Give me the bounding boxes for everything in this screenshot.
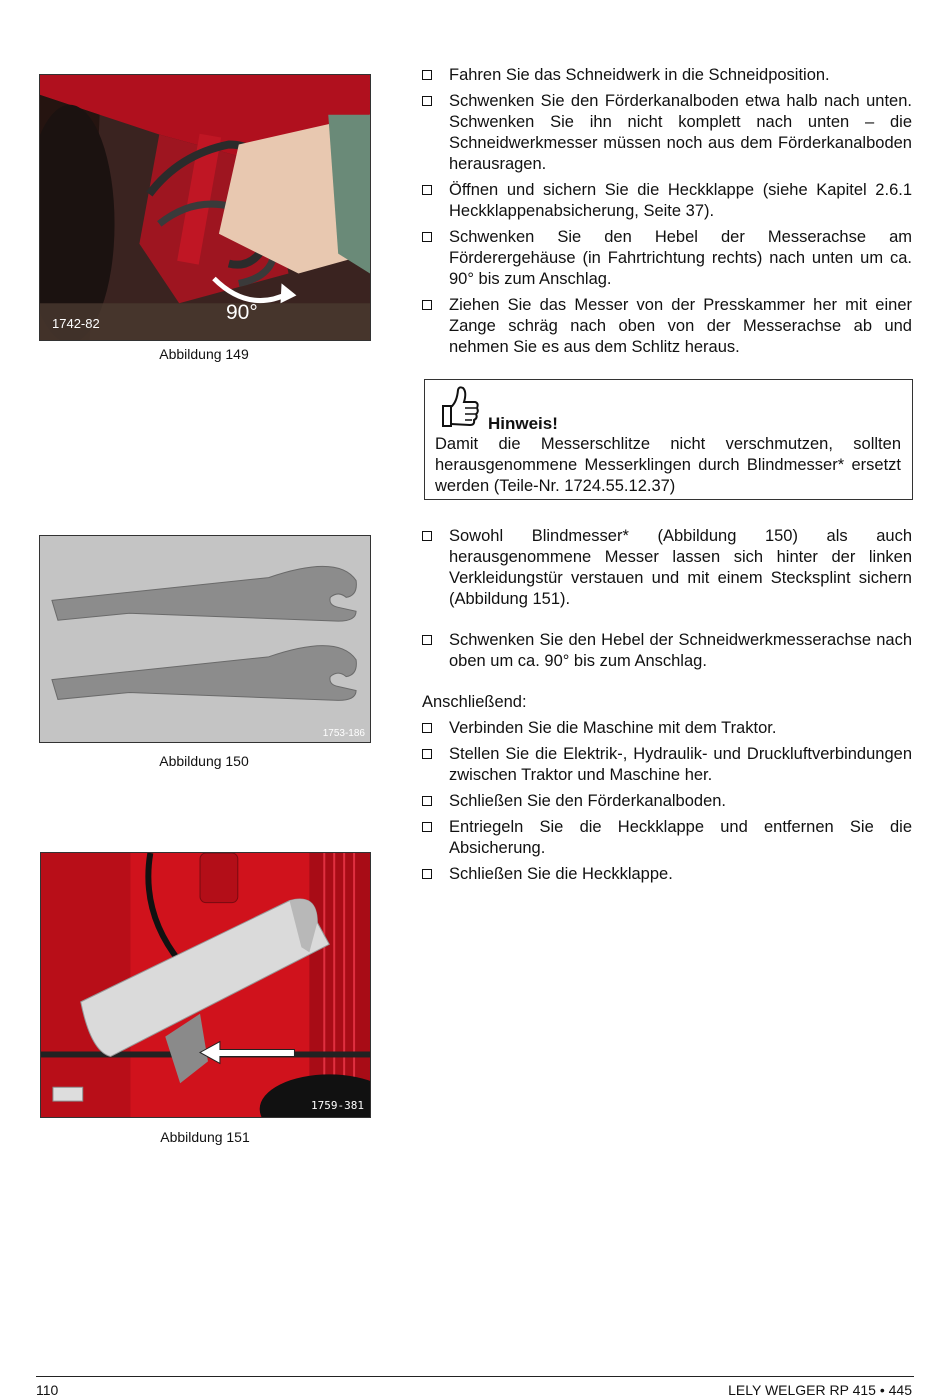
checkbox-bullet-icon [422,70,432,80]
checkbox-bullet-icon [422,749,432,759]
checkbox-bullet-icon [422,869,432,879]
note-text: Damit die Messerschlitze nicht verschmutzen, sollten herausgenommene Messerklingen durch Blindmesser* ersetzt werden (Teile-Nr. 1724.55.12.37) [435,435,901,495]
checkbox-bullet-icon [422,232,432,242]
figure-151-image-label: 1759-381 [311,1099,364,1112]
checkbox-bullet-icon [422,531,432,541]
figure-150-caption: Abbildung 150 [159,753,249,769]
figure-151-caption: Abbildung 151 [160,1129,250,1145]
figure-149-photo [39,74,371,341]
list-item: Fahren Sie das Schneidwerk in die Schneidposition. [422,65,912,86]
figure-151-render [40,852,371,1118]
figure-149-image-label: 1742-82 [52,316,100,331]
checkbox-bullet-icon [422,300,432,310]
checkbox-bullet-icon [422,635,432,645]
checkbox-bullet-icon [422,796,432,806]
note-title: Hinweis! [488,414,558,433]
list-item: Öffnen und sichern Sie die Heckklappe (siehe Kapitel 2.6.1 Heckklappenabsicherung, Seite 37). [422,180,912,222]
thumbs-up-icon [437,384,481,430]
knife-blades-illustration [40,536,370,742]
figure-149-caption: Abbildung 149 [159,346,249,362]
lever-photo-illustration [40,75,370,340]
list-item: Sowohl Blindmesser* (Abbildung 150) als auch herausgenommene Messer lassen sich hinter der linken Verkleidungstür verstauen und mit einem Stecksplint sichern (Abbildung 151). [422,526,912,610]
list-item: Schließen Sie den Förderkanalboden. [422,791,912,812]
checkbox-bullet-icon [422,96,432,106]
checkbox-bullet-icon [422,822,432,832]
list-item: Ziehen Sie das Messer von der Presskammer her mit einer Zange schräg nach oben von der Messerachse ab und nehmen Sie es aus dem Schlitz heraus. [422,295,912,358]
document-reference: LELY WELGER RP 415 • 445 [728,1382,912,1398]
steps-list-a [422,65,912,363]
list-item: Schwenken Sie den Hebel der Schneidwerkmesserachse nach oben um ca. 90° bis zum Anschlag. [422,630,912,672]
list-item: Schwenken Sie den Förderkanalboden etwa halb nach unten. Schwenken Sie ihn nicht komplett nach unten – die Schneidwerkmesser müssen noch aus dem Förderkanalboden herausragen. [422,91,912,175]
figure-149-angle-label: 90° [226,301,258,324]
storage-door-illustration [41,853,370,1117]
checkbox-bullet-icon [422,185,432,195]
figure-150-image-label: 1753-186 [322,728,365,739]
list-item: Verbinden Sie die Maschine mit dem Traktor. [422,718,912,739]
list-item: Stellen Sie die Elektrik-, Hydraulik- und Druckluftverbindungen zwischen Traktor und Maschine her. [422,744,912,786]
note-box [424,379,913,500]
figure-150-photo [39,535,371,743]
checkbox-bullet-icon [422,723,432,733]
list-item: Schließen Sie die Heckklappe. [422,864,912,885]
list-item: Entriegeln Sie die Heckklappe und entfernen Sie die Absicherung. [422,817,912,859]
footer-divider [36,1376,914,1377]
list-item: Schwenken Sie den Hebel der Messerachse am Förderergehäuse (in Fahrtrichtung rechts) nach unten um ca. 90° bis zum Anschlag. [422,227,912,290]
steps-list-b [422,526,912,890]
page-number: 110 [36,1382,59,1398]
afterwards-heading: Anschließend: [422,693,527,711]
